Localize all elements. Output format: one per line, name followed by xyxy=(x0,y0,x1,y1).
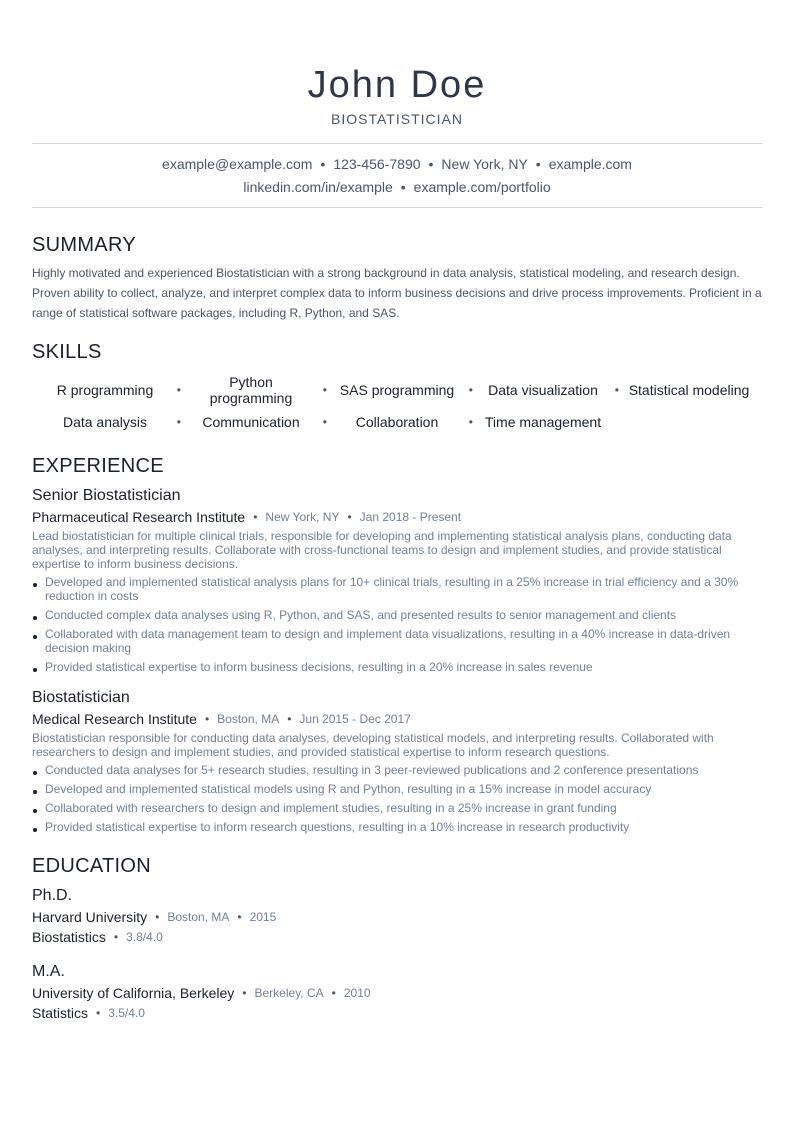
school-name: Harvard University xyxy=(32,909,148,925)
job-entry xyxy=(32,688,762,834)
contact-row-1 xyxy=(32,153,762,176)
contact-portfolio[interactable]: example.com/portfolio xyxy=(413,179,551,195)
job-achievements xyxy=(32,763,762,834)
school-location: Boston, MA xyxy=(167,910,230,924)
job-dates: Jan 2018 - Present xyxy=(359,510,462,524)
skill-item: R programming • xyxy=(32,374,178,406)
field-of-study: Statistics xyxy=(32,1005,89,1021)
summary-section xyxy=(32,233,762,323)
contact-separator: • xyxy=(400,179,406,195)
achievement-item: Provided statistical expertise to inform research questions, resulting in a 10% increase in research productivity xyxy=(32,820,762,834)
job-title: Senior Biostatistician xyxy=(32,487,181,504)
meta-separator: • xyxy=(331,986,336,1000)
skill-item: Communication • xyxy=(178,408,324,436)
candidate-name: John Doe xyxy=(307,64,487,106)
education-heading: EDUCATION xyxy=(32,855,151,877)
field-line xyxy=(32,1004,762,1022)
meta-separator: • xyxy=(253,510,258,524)
job-description: Biostatistician responsible for conducting data analyses, developing statistical models, and interpreting results. Collaborated with researchers to design and implement studies, and provided statistical expertise to inform research questions. xyxy=(32,731,714,759)
contact-info xyxy=(32,143,762,208)
graduation-year: 2010 xyxy=(343,986,371,1000)
school-name: University of California, Berkeley xyxy=(32,985,235,1001)
graduation-year: 2015 xyxy=(249,910,277,924)
experience-section xyxy=(32,454,762,834)
job-title: Biostatistician xyxy=(32,689,130,706)
contact-website[interactable]: example.com xyxy=(548,156,632,172)
achievement-item: Conducted data analyses for 5+ research studies, resulting in 3 peer-reviewed publications and 2 conference presentations xyxy=(32,763,762,777)
contact-linkedin[interactable]: linkedin.com/in/example xyxy=(243,179,393,195)
meta-separator: • xyxy=(242,986,247,1000)
meta-separator: • xyxy=(96,1006,101,1020)
contact-row-2 xyxy=(32,176,762,199)
education-entry xyxy=(32,962,762,1022)
candidate-title: BIOSTATISTICIAN xyxy=(331,111,463,127)
meta-separator: • xyxy=(155,910,160,924)
meta-separator: • xyxy=(204,712,210,726)
meta-separator: • xyxy=(287,712,292,726)
gpa: 3.5/4.0 xyxy=(108,1006,145,1020)
skill-item: Statistical modeling xyxy=(628,382,750,398)
achievement-item: Collaborated with data management team to design and implement data visualizations, resulting in a 40% increase in data-driven decision making xyxy=(32,627,762,655)
meta-separator: • xyxy=(113,930,119,944)
skill-item: SAS programming • xyxy=(324,374,470,406)
school-line xyxy=(32,984,762,1002)
education-entry xyxy=(32,886,762,946)
degree: M.A. xyxy=(32,963,65,980)
contact-email[interactable]: example@example.com xyxy=(162,156,313,172)
skill-item: Time management xyxy=(484,414,602,430)
summary-heading: SUMMARY xyxy=(32,234,136,256)
resume-header xyxy=(32,0,762,128)
achievement-item: Provided statistical expertise to inform business decisions, resulting in a 20% increase in sales revenue xyxy=(32,660,762,674)
contact-location: New York, NY xyxy=(441,156,528,172)
meta-separator: • xyxy=(237,910,242,924)
contact-separator: • xyxy=(320,156,326,172)
contact-separator: • xyxy=(428,156,434,172)
achievement-item: Developed and implemented statistical analysis plans for 10+ clinical trials, resulting in a 25% increase in trial efficiency and a 30% reduction in costs xyxy=(32,575,762,603)
contact-separator: • xyxy=(535,156,541,172)
job-location: Boston, MA xyxy=(217,712,280,726)
contact-phone[interactable]: 123-456-7890 xyxy=(333,156,421,172)
job-meta xyxy=(32,710,762,728)
skill-item: Python programming • xyxy=(178,374,324,406)
job-dates: Jun 2015 - Dec 2017 xyxy=(299,712,411,726)
education-section xyxy=(32,854,762,1022)
job-achievements xyxy=(32,575,762,674)
achievement-item: Developed and implemented statistical models using R and Python, resulting in a 15% increase in model accuracy xyxy=(32,782,762,796)
skills-list xyxy=(32,374,762,436)
field-of-study: Biostatistics xyxy=(32,929,106,945)
job-company: Pharmaceutical Research Institute xyxy=(32,509,246,525)
gpa: 3.8/4.0 xyxy=(126,930,163,944)
school-line xyxy=(32,908,762,926)
experience-heading: EXPERIENCE xyxy=(32,455,164,477)
job-company: Medical Research Institute xyxy=(32,711,197,727)
school-location: Berkeley, CA xyxy=(254,986,324,1000)
achievement-item: Collaborated with researchers to design and implement studies, resulting in a 25% increase in grant funding xyxy=(32,801,762,815)
summary-text: Highly motivated and experienced Biostatistician with a strong background in data analysis, statistical modeling, and research design. Proven ability to collect, analyze, and interpret complex data to inform business decisions and drive process improvements. Proficient in a range of statistical software packages, including R, Python, and SAS. xyxy=(32,266,762,320)
job-meta xyxy=(32,508,762,526)
skills-heading: SKILLS xyxy=(32,341,102,363)
skill-item: Data analysis • xyxy=(32,408,178,436)
achievement-item: Conducted complex data analyses using R, Python, and SAS, and presented results to senior management and clients xyxy=(32,608,762,622)
skill-item: Data visualization • xyxy=(470,374,616,406)
skills-section xyxy=(32,340,762,436)
job-location: New York, NY xyxy=(265,510,340,524)
job-description: Lead biostatistician for multiple clinical trials, responsible for developing and implementing statistical analysis plans, conducting data analyses, and interpreting results. Collaborate with cross-functional teams to design and implement studies, and provide statistical expertise to inform business decisions. xyxy=(32,529,732,571)
field-line xyxy=(32,928,762,946)
meta-separator: • xyxy=(347,510,352,524)
degree: Ph.D. xyxy=(32,887,73,904)
job-entry xyxy=(32,486,762,674)
skill-item: Collaboration • xyxy=(324,408,470,436)
